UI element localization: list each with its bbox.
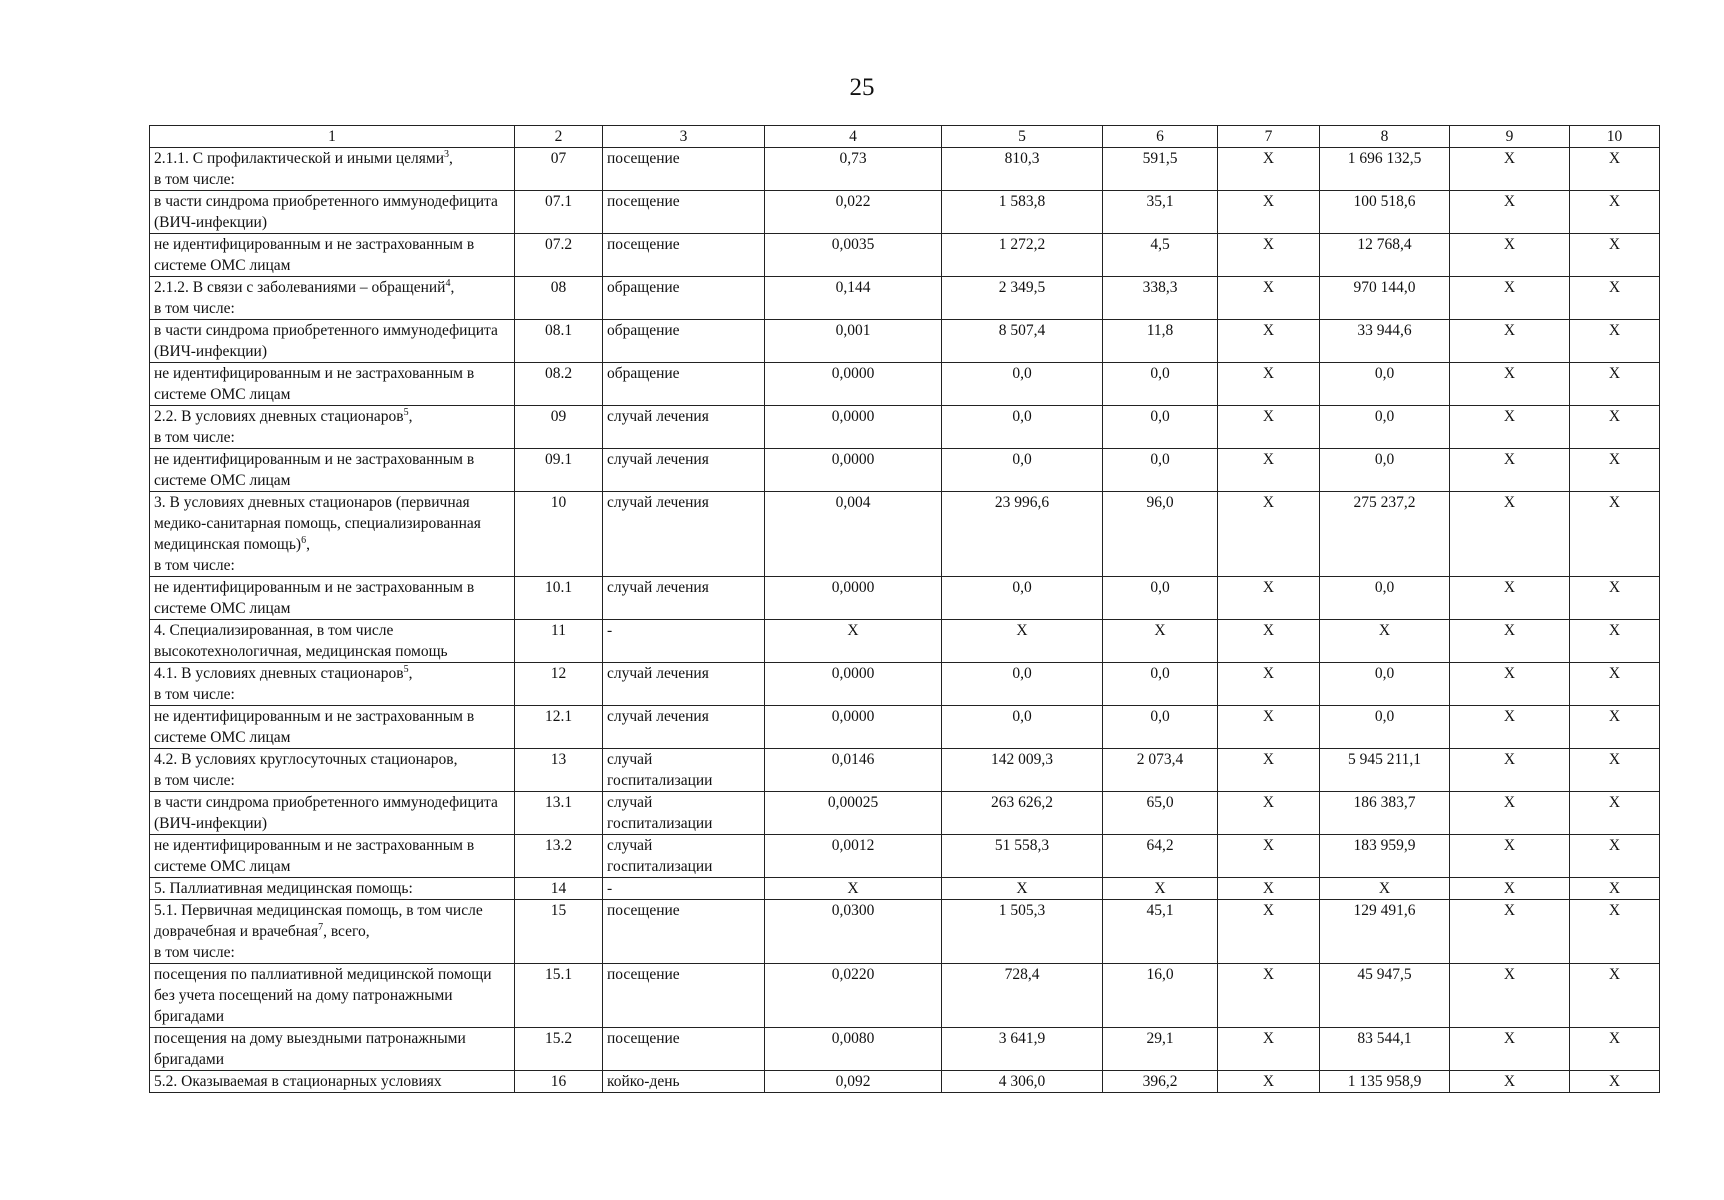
row-description — [150, 792, 515, 835]
cell-col-10: X — [1570, 1071, 1660, 1093]
row-code: 11 — [515, 620, 603, 663]
description-subline: в том числе: — [154, 300, 235, 317]
cell-col-5: 0,0 — [942, 706, 1103, 749]
column-header: 10 — [1570, 126, 1660, 148]
row-description — [150, 706, 515, 749]
page-number: 25 — [849, 74, 875, 101]
cell-col-7: X — [1218, 577, 1320, 620]
table-row — [150, 706, 1660, 749]
cell-col-6: 0,0 — [1103, 706, 1218, 749]
cell-col-9: X — [1450, 792, 1570, 835]
table-row — [150, 191, 1660, 234]
column-header: 9 — [1450, 126, 1570, 148]
cell-col-4: 0,0080 — [765, 1028, 942, 1071]
cell-col-10: X — [1570, 792, 1660, 835]
cell-col-7: X — [1218, 620, 1320, 663]
footnote-marker: 5 — [403, 407, 409, 418]
cell-col-6: 591,5 — [1103, 148, 1218, 191]
cell-col-4: 0,73 — [765, 148, 942, 191]
table-row — [150, 320, 1660, 363]
cell-col-6: 65,0 — [1103, 792, 1218, 835]
cell-col-4: 0,0220 — [765, 964, 942, 1028]
cell-col-6: 396,2 — [1103, 1071, 1218, 1093]
row-code: 15 — [515, 900, 603, 964]
description-subline: в том числе: — [154, 686, 235, 703]
cell-col-8: 1 135 958,9 — [1320, 1071, 1450, 1093]
cell-col-8: 129 491,6 — [1320, 900, 1450, 964]
footnote-marker: 5 — [403, 664, 409, 675]
cell-col-5: 23 996,6 — [942, 492, 1103, 577]
cell-col-5: 0,0 — [942, 663, 1103, 706]
cell-col-7: X — [1218, 1071, 1320, 1093]
cell-col-10: X — [1570, 620, 1660, 663]
cell-col-8: 0,0 — [1320, 363, 1450, 406]
unit-of-measure: случай лечения — [603, 492, 765, 577]
cell-col-5: 1 505,3 — [942, 900, 1103, 964]
description-subline: в том числе: — [154, 944, 235, 961]
cell-col-7: X — [1218, 320, 1320, 363]
cell-col-10: X — [1570, 749, 1660, 792]
unit-of-measure: случай лечения — [603, 706, 765, 749]
table-row — [150, 577, 1660, 620]
cell-col-7: X — [1218, 148, 1320, 191]
cell-col-8: 45 947,5 — [1320, 964, 1450, 1028]
cell-col-8: X — [1320, 878, 1450, 900]
cell-col-6: 96,0 — [1103, 492, 1218, 577]
row-description — [150, 148, 515, 191]
cell-col-9: X — [1450, 449, 1570, 492]
description-text: не идентифицированным и не застрахованным в системе ОМС лицам — [154, 708, 475, 746]
cell-col-8: 0,0 — [1320, 706, 1450, 749]
unit-of-measure: случай лечения — [603, 663, 765, 706]
cell-col-9: X — [1450, 148, 1570, 191]
table-row — [150, 449, 1660, 492]
cell-col-5: 4 306,0 — [942, 1071, 1103, 1093]
cell-col-4: 0,0000 — [765, 363, 942, 406]
cell-col-7: X — [1218, 191, 1320, 234]
cell-col-10: X — [1570, 706, 1660, 749]
description-text: 2.1.2. В связи с заболеваниями – обращений — [154, 279, 446, 296]
cell-col-5: 263 626,2 — [942, 792, 1103, 835]
cell-col-10: X — [1570, 234, 1660, 277]
table-row — [150, 1071, 1660, 1093]
column-header: 3 — [603, 126, 765, 148]
row-code: 08.2 — [515, 363, 603, 406]
cell-col-10: X — [1570, 191, 1660, 234]
cell-col-4: 0,0000 — [765, 449, 942, 492]
cell-col-7: X — [1218, 406, 1320, 449]
cell-col-6: 29,1 — [1103, 1028, 1218, 1071]
unit-of-measure: - — [603, 620, 765, 663]
description-text: 2.1.1. С профилактической и иными целями — [154, 150, 445, 167]
cell-col-10: X — [1570, 363, 1660, 406]
table-row — [150, 363, 1660, 406]
table-row — [150, 234, 1660, 277]
description-text: 4.2. В условиях круглосуточных стационаров, — [154, 751, 458, 768]
table-row — [150, 900, 1660, 964]
cell-col-4: 0,092 — [765, 1071, 942, 1093]
description-text: 5. Паллиативная медицинская помощь: — [154, 880, 413, 897]
cell-col-5: 142 009,3 — [942, 749, 1103, 792]
cell-col-9: X — [1450, 277, 1570, 320]
cell-col-4: X — [765, 878, 942, 900]
cell-col-9: X — [1450, 878, 1570, 900]
column-header: 1 — [150, 126, 515, 148]
unit-of-measure: посещение — [603, 234, 765, 277]
cell-col-10: X — [1570, 577, 1660, 620]
column-header: 4 — [765, 126, 942, 148]
row-description — [150, 406, 515, 449]
row-code: 08.1 — [515, 320, 603, 363]
row-description — [150, 277, 515, 320]
cell-col-9: X — [1450, 1028, 1570, 1071]
description-tail: , — [306, 536, 310, 553]
cell-col-6: 16,0 — [1103, 964, 1218, 1028]
description-tail: , всего, — [323, 923, 370, 940]
cell-col-7: X — [1218, 1028, 1320, 1071]
unit-of-measure: случай госпитализации — [603, 835, 765, 878]
cell-col-5: X — [942, 878, 1103, 900]
row-description — [150, 878, 515, 900]
cell-col-8: 0,0 — [1320, 663, 1450, 706]
cell-col-9: X — [1450, 363, 1570, 406]
cell-col-6: 0,0 — [1103, 663, 1218, 706]
cell-col-4: 0,0146 — [765, 749, 942, 792]
cell-col-4: 0,0000 — [765, 663, 942, 706]
description-text: в части синдрома приобретенного иммунодефицита (ВИЧ-инфекции) — [154, 322, 498, 360]
cell-col-8: 0,0 — [1320, 577, 1450, 620]
cell-col-7: X — [1218, 749, 1320, 792]
cell-col-10: X — [1570, 1028, 1660, 1071]
cell-col-6: 64,2 — [1103, 835, 1218, 878]
cell-col-7: X — [1218, 706, 1320, 749]
cell-col-6: 0,0 — [1103, 406, 1218, 449]
unit-of-measure: посещение — [603, 148, 765, 191]
cell-col-6: 2 073,4 — [1103, 749, 1218, 792]
cell-col-7: X — [1218, 363, 1320, 406]
unit-of-measure: случай лечения — [603, 577, 765, 620]
cell-col-5: 0,0 — [942, 449, 1103, 492]
cell-col-8: 1 696 132,5 — [1320, 148, 1450, 191]
cell-col-4: 0,0000 — [765, 406, 942, 449]
unit-of-measure: случай лечения — [603, 406, 765, 449]
description-text: не идентифицированным и не застрахованным в системе ОМС лицам — [154, 236, 475, 274]
row-code: 07 — [515, 148, 603, 191]
cell-col-5: 3 641,9 — [942, 1028, 1103, 1071]
table-row — [150, 148, 1660, 191]
footnote-marker: 3 — [444, 149, 450, 160]
cell-col-8: X — [1320, 620, 1450, 663]
cell-col-5: 2 349,5 — [942, 277, 1103, 320]
cell-col-10: X — [1570, 449, 1660, 492]
row-description — [150, 492, 515, 577]
cell-col-4: 0,004 — [765, 492, 942, 577]
description-tail: , — [408, 408, 413, 425]
cell-col-10: X — [1570, 320, 1660, 363]
row-description — [150, 620, 515, 663]
cell-col-5: 1 583,8 — [942, 191, 1103, 234]
row-code: 09 — [515, 406, 603, 449]
cell-col-8: 183 959,9 — [1320, 835, 1450, 878]
cell-col-4: X — [765, 620, 942, 663]
description-subline: в том числе: — [154, 171, 235, 188]
cell-col-7: X — [1218, 449, 1320, 492]
cell-col-5: 810,3 — [942, 148, 1103, 191]
description-text: посещения на дому выездными патронажными бригадами — [154, 1030, 466, 1068]
description-text: не идентифицированным и не застрахованным в системе ОМС лицам — [154, 837, 475, 875]
description-subline: в том числе: — [154, 772, 235, 789]
cell-col-7: X — [1218, 900, 1320, 964]
description-text: 2.2. В условиях дневных стационаров — [154, 408, 404, 425]
row-code: 09.1 — [515, 449, 603, 492]
cell-col-9: X — [1450, 406, 1570, 449]
cell-col-7: X — [1218, 277, 1320, 320]
table-row — [150, 792, 1660, 835]
description-text: 3. В условиях дневных стационаров (первичная медико-санитарная помощь, специализированная медицинская помощь) — [154, 494, 481, 553]
column-number-row — [150, 126, 1660, 148]
row-description — [150, 320, 515, 363]
row-code: 14 — [515, 878, 603, 900]
table-row — [150, 620, 1660, 663]
description-tail: , — [449, 150, 453, 167]
row-code: 12 — [515, 663, 603, 706]
cell-col-4: 0,0035 — [765, 234, 942, 277]
row-code: 15.2 — [515, 1028, 603, 1071]
cell-col-8: 12 768,4 — [1320, 234, 1450, 277]
cell-col-5: 0,0 — [942, 577, 1103, 620]
cell-col-10: X — [1570, 277, 1660, 320]
cell-col-5: X — [942, 620, 1103, 663]
cell-col-7: X — [1218, 878, 1320, 900]
row-code: 13.1 — [515, 792, 603, 835]
table-row — [150, 277, 1660, 320]
column-header: 5 — [942, 126, 1103, 148]
cell-col-9: X — [1450, 835, 1570, 878]
row-code: 08 — [515, 277, 603, 320]
cell-col-10: X — [1570, 900, 1660, 964]
cell-col-5: 1 272,2 — [942, 234, 1103, 277]
cell-col-5: 0,0 — [942, 363, 1103, 406]
unit-of-measure: посещение — [603, 964, 765, 1028]
cell-col-9: X — [1450, 191, 1570, 234]
row-description — [150, 964, 515, 1028]
cell-col-8: 275 237,2 — [1320, 492, 1450, 577]
description-subline: в том числе: — [154, 429, 235, 446]
cell-col-6: 45,1 — [1103, 900, 1218, 964]
data-table — [149, 125, 1660, 1093]
cell-col-8: 33 944,6 — [1320, 320, 1450, 363]
cell-col-5: 8 507,4 — [942, 320, 1103, 363]
row-code: 10 — [515, 492, 603, 577]
description-text: 5.1. Первичная медицинская помощь, в том числе доврачебная и врачебная — [154, 902, 483, 940]
row-code: 13.2 — [515, 835, 603, 878]
cell-col-4: 0,00025 — [765, 792, 942, 835]
cell-col-4: 0,0000 — [765, 706, 942, 749]
cell-col-4: 0,144 — [765, 277, 942, 320]
cell-col-5: 0,0 — [942, 406, 1103, 449]
table-row — [150, 835, 1660, 878]
table-row — [150, 406, 1660, 449]
unit-of-measure: посещение — [603, 191, 765, 234]
unit-of-measure: койко-день — [603, 1071, 765, 1093]
unit-of-measure: случай лечения — [603, 449, 765, 492]
cell-col-4: 0,0000 — [765, 577, 942, 620]
row-code: 10.1 — [515, 577, 603, 620]
cell-col-9: X — [1450, 620, 1570, 663]
row-code: 12.1 — [515, 706, 603, 749]
cell-col-7: X — [1218, 492, 1320, 577]
cell-col-6: 4,5 — [1103, 234, 1218, 277]
row-code: 15.1 — [515, 964, 603, 1028]
unit-of-measure: посещение — [603, 1028, 765, 1071]
cell-col-7: X — [1218, 234, 1320, 277]
table-row — [150, 878, 1660, 900]
table-row — [150, 492, 1660, 577]
description-subline: в том числе: — [154, 557, 235, 574]
cell-col-7: X — [1218, 663, 1320, 706]
description-text: в части синдрома приобретенного иммунодефицита (ВИЧ-инфекции) — [154, 193, 498, 231]
row-description — [150, 234, 515, 277]
cell-col-8: 186 383,7 — [1320, 792, 1450, 835]
cell-col-9: X — [1450, 234, 1570, 277]
cell-col-10: X — [1570, 964, 1660, 1028]
table-row — [150, 964, 1660, 1028]
description-tail: , — [450, 279, 455, 296]
row-description — [150, 577, 515, 620]
table-body — [150, 148, 1660, 1093]
description-text: 4.1. В условиях дневных стационаров — [154, 665, 404, 682]
cell-col-8: 0,0 — [1320, 449, 1450, 492]
cell-col-7: X — [1218, 792, 1320, 835]
cell-col-7: X — [1218, 964, 1320, 1028]
cell-col-10: X — [1570, 663, 1660, 706]
row-description — [150, 1028, 515, 1071]
row-description — [150, 191, 515, 234]
row-code: 16 — [515, 1071, 603, 1093]
row-description — [150, 1071, 515, 1093]
row-description — [150, 835, 515, 878]
cell-col-8: 5 945 211,1 — [1320, 749, 1450, 792]
cell-col-9: X — [1450, 1071, 1570, 1093]
cell-col-6: 338,3 — [1103, 277, 1218, 320]
cell-col-4: 0,0300 — [765, 900, 942, 964]
description-text: 5.2. Оказываемая в стационарных условиях — [154, 1073, 442, 1090]
cell-col-8: 970 144,0 — [1320, 277, 1450, 320]
row-description — [150, 363, 515, 406]
unit-of-measure: посещение — [603, 900, 765, 964]
footnote-marker: 7 — [318, 922, 324, 933]
cell-col-10: X — [1570, 835, 1660, 878]
column-header: 2 — [515, 126, 603, 148]
cell-col-4: 0,0012 — [765, 835, 942, 878]
description-text: не идентифицированным и не застрахованным в системе ОМС лицам — [154, 365, 475, 403]
description-tail: , — [408, 665, 413, 682]
column-header: 7 — [1218, 126, 1320, 148]
cell-col-6: 0,0 — [1103, 577, 1218, 620]
table-row — [150, 663, 1660, 706]
cell-col-10: X — [1570, 492, 1660, 577]
description-text: посещения по паллиативной медицинской помощи без учета посещений на дому патронажными бригадами — [154, 966, 492, 1025]
row-description — [150, 900, 515, 964]
row-description — [150, 663, 515, 706]
cell-col-10: X — [1570, 148, 1660, 191]
cell-col-9: X — [1450, 749, 1570, 792]
cell-col-9: X — [1450, 706, 1570, 749]
column-header: 8 — [1320, 126, 1450, 148]
cell-col-9: X — [1450, 492, 1570, 577]
cell-col-8: 83 544,1 — [1320, 1028, 1450, 1071]
column-header: 6 — [1103, 126, 1218, 148]
cell-col-8: 0,0 — [1320, 406, 1450, 449]
row-code: 07.2 — [515, 234, 603, 277]
cell-col-6: 11,8 — [1103, 320, 1218, 363]
cell-col-6: X — [1103, 878, 1218, 900]
description-text: не идентифицированным и не застрахованным в системе ОМС лицам — [154, 579, 475, 617]
cell-col-9: X — [1450, 964, 1570, 1028]
cell-col-5: 51 558,3 — [942, 835, 1103, 878]
cell-col-4: 0,022 — [765, 191, 942, 234]
row-code: 07.1 — [515, 191, 603, 234]
table-row — [150, 749, 1660, 792]
cell-col-6: X — [1103, 620, 1218, 663]
cell-col-4: 0,001 — [765, 320, 942, 363]
cell-col-10: X — [1570, 406, 1660, 449]
cell-col-5: 728,4 — [942, 964, 1103, 1028]
footnote-marker: 4 — [445, 278, 451, 289]
cell-col-7: X — [1218, 835, 1320, 878]
description-text: в части синдрома приобретенного иммунодефицита (ВИЧ-инфекции) — [154, 794, 498, 832]
cell-col-10: X — [1570, 878, 1660, 900]
cell-col-9: X — [1450, 900, 1570, 964]
cell-col-9: X — [1450, 320, 1570, 363]
description-text: не идентифицированным и не застрахованным в системе ОМС лицам — [154, 451, 475, 489]
table-row — [150, 1028, 1660, 1071]
cell-col-8: 100 518,6 — [1320, 191, 1450, 234]
unit-of-measure: обращение — [603, 277, 765, 320]
unit-of-measure: - — [603, 878, 765, 900]
row-description — [150, 749, 515, 792]
cell-col-6: 35,1 — [1103, 191, 1218, 234]
footnote-marker: 6 — [301, 535, 307, 546]
cell-col-6: 0,0 — [1103, 363, 1218, 406]
row-description — [150, 449, 515, 492]
unit-of-measure: случай госпитализации — [603, 749, 765, 792]
row-code: 13 — [515, 749, 603, 792]
cell-col-9: X — [1450, 663, 1570, 706]
unit-of-measure: обращение — [603, 363, 765, 406]
unit-of-measure: обращение — [603, 320, 765, 363]
description-text: 4. Специализированная, в том числе высокотехнологичная, медицинская помощь — [154, 622, 448, 660]
cell-col-9: X — [1450, 577, 1570, 620]
unit-of-measure: случай госпитализации — [603, 792, 765, 835]
cell-col-6: 0,0 — [1103, 449, 1218, 492]
